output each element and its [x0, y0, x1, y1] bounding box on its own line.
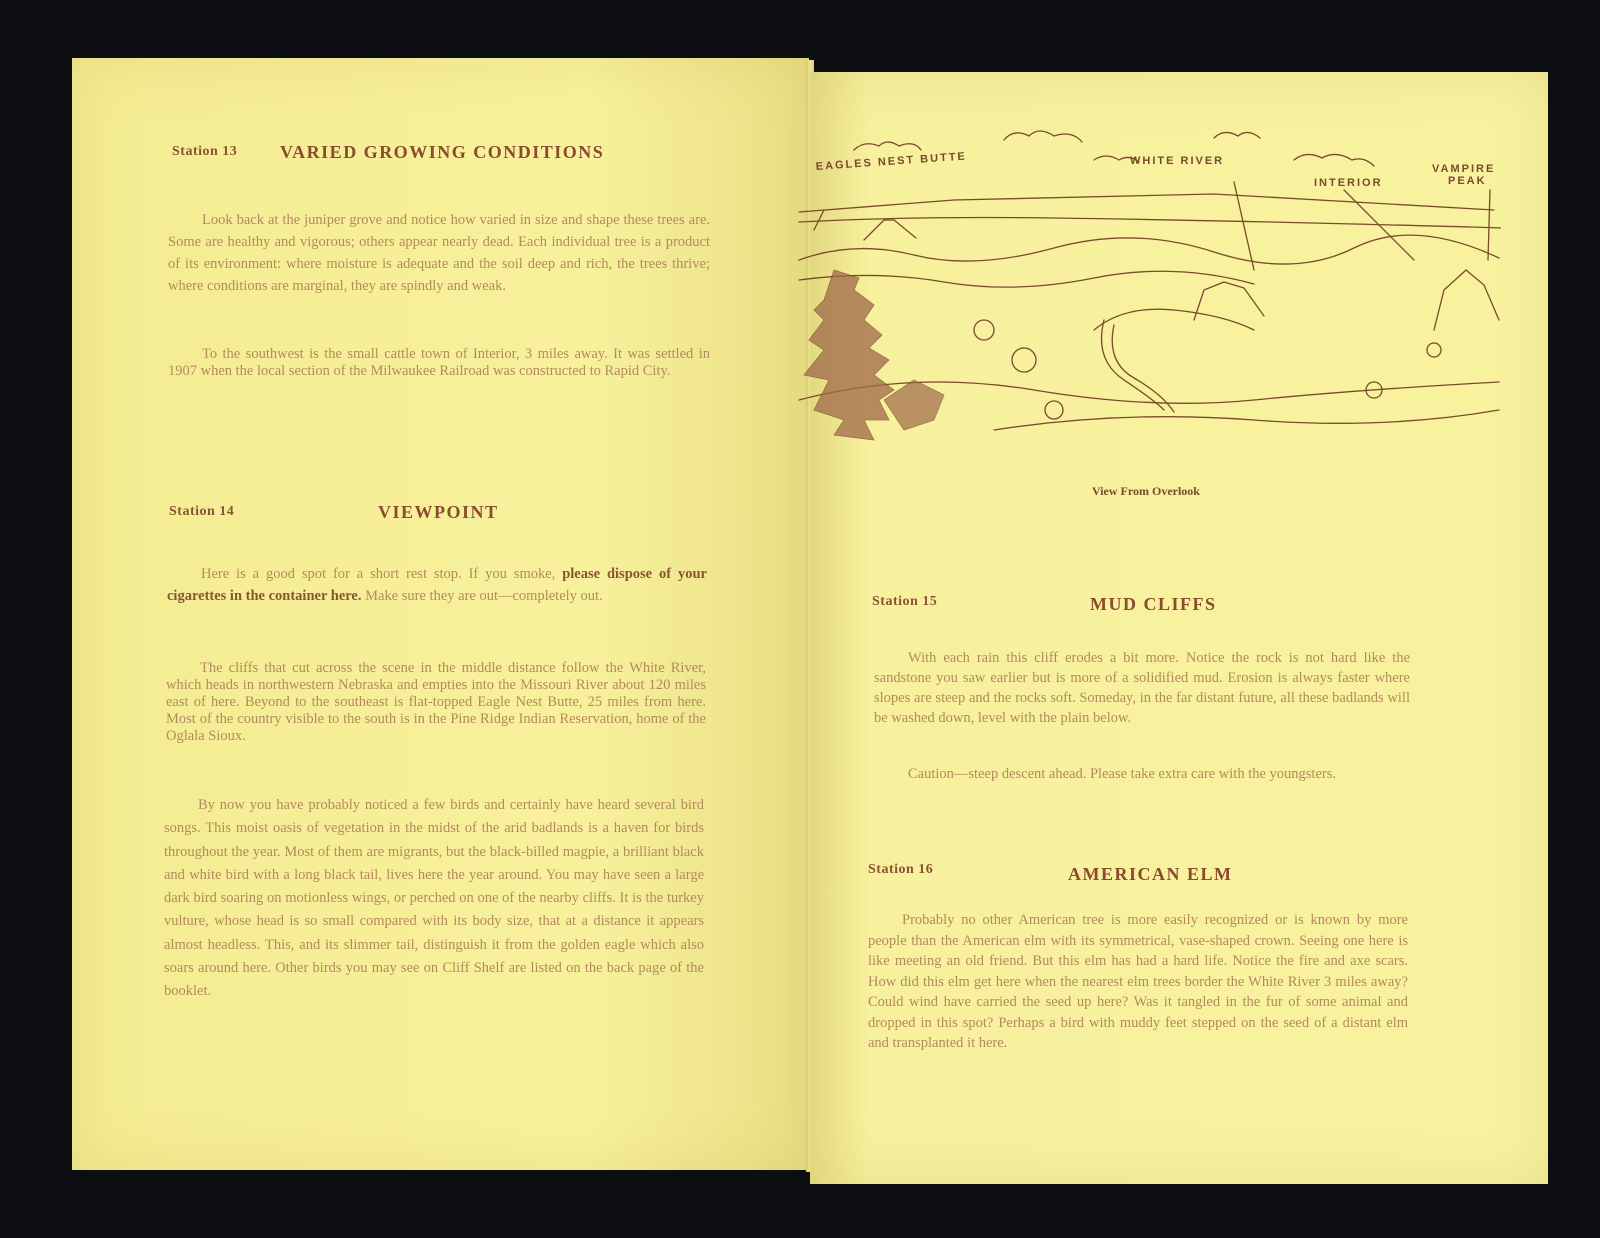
overlook-illustration: [794, 120, 1514, 470]
station-15-label: Station 15: [872, 594, 938, 609]
station-13-label: Station 13: [172, 144, 238, 159]
horizon-line: [799, 194, 1494, 212]
station-16-label: Station 16: [868, 862, 934, 877]
river-line: [1102, 320, 1165, 410]
cloud: [854, 142, 921, 150]
station-14-paragraph-3: By now you have probably noticed a few birds and certainly have heard several bird songs. This moist oasis of vegetation in the midst of the arid badlands is a haven for birds throughout the year. Most of them are migrants, but the black-billed magpie, a brilliant black and white bird with a long black tail, lives here the year around. You may have seen a large dark bird soaring on motionless wings, or perched on one of the nearby cliffs. It is the turkey vulture, whose head is so small compared with its body size, that at a distance it appears almost headless. This, and its slimmer tail, distinguish it from the golden eagle which also soars around here. Other birds you may see on Cliff Shelf are listed on the back page of the booklet.: [164, 797, 704, 1000]
cloud: [1004, 131, 1082, 142]
ridge: [799, 271, 1254, 287]
butte: [1434, 270, 1499, 330]
pointer-line: [1488, 190, 1490, 260]
station-15-title: MUD CLIFFS: [1090, 594, 1217, 614]
station-14-paragraph-2: The cliffs that cut across the scene in the middle distance follow the White River, which heads in northwestern Nebraska and empties into the Missouri River about 120 miles east of here. Beyond to the southeast is flat-topped Eagle Nest Butte, 25 miles from here. Most of the country visible to the south is in the Pine Ridge Indian Reservation, home of the Oglala Sioux.: [166, 660, 706, 744]
shrub: [974, 320, 994, 340]
left-page: [72, 58, 809, 1170]
ground-line: [994, 410, 1499, 430]
juniper-tree: [804, 270, 944, 440]
eagle-nest-butte: [864, 220, 916, 240]
label-interior: INTERIOR: [1314, 177, 1383, 189]
station-14-p1-text-a: Here is a good spot for a short rest stop. If you smoke,: [201, 566, 556, 582]
station-14-paragraph-1: [167, 563, 707, 607]
station-16-paragraph-1: Probably no other American tree is more easily recognized or is known by more people than the American elm with its symmetrical, vase-shaped crown. Seeing one here is like meeting an old friend. But this elm has had a hard life. Notice the fire and axe scars. How did this elm get here when the nearest elm trees border the White River 3 miles away? Could wind have carried the seed up here? Was it tangled in the fur of some animal and dropped in this spot? Perhaps a bird with muddy feet stepped on the seed of a distant elm and transplanted it here.: [868, 912, 1408, 1051]
label-eagles-nest-butte: EAGLES NEST BUTTE: [815, 150, 968, 173]
horizon-line: [799, 218, 1500, 229]
station-15-paragraph-2: Caution—steep descent ahead. Please take extra care with the youngsters.: [908, 766, 1336, 782]
shrub: [1045, 401, 1063, 419]
label-vampire: VAMPIRE: [1432, 163, 1496, 175]
label-peak: PEAK: [1448, 175, 1487, 187]
station-15-paragraph-1: With each rain this cliff erodes a bit more. Notice the rock is not hard like the sandstone you saw earlier but is more of a solidified mud. Erosion is always faster where slopes are steep and the rocks soft. Someday, in the far distant future, all these badlands will be washed down, level with the plain below.: [874, 650, 1410, 726]
butte: [1094, 309, 1254, 330]
station-16-title: AMERICAN ELM: [1068, 864, 1233, 884]
river-line: [1112, 325, 1174, 412]
cloud: [1294, 154, 1374, 166]
station-13-paragraph-2: To the southwest is the small cattle town of Interior, 3 miles away. It was settled in 1907 when the local section of the Milwaukee Railroad was constructed to Rapid City.: [168, 346, 710, 379]
pointer-line: [814, 210, 824, 230]
station-14-label: Station 14: [169, 504, 235, 519]
station-14-p1-text-b: Make sure they are out—completely out.: [365, 588, 603, 604]
right-page: [810, 72, 1548, 1184]
station-13-paragraph-1: Look back at the juniper grove and notice how varied in size and shape these trees are. Some are healthy and vigorous; others appear nearly dead. Each individual tree is a product of its environment: where moisture is adequate and the soil deep and rich, the trees thrive; where conditions are marginal, they are spindly and weak.: [168, 212, 710, 294]
station-13-title: VARIED GROWING CONDITIONS: [280, 142, 605, 162]
station-14-title: VIEWPOINT: [378, 502, 499, 522]
shrub: [1427, 343, 1441, 357]
label-white-river: WHITE RIVER: [1130, 155, 1225, 167]
illustration-caption: View From Overlook: [1092, 484, 1200, 498]
station-14-p1-bold: please dispose of your cigarettes in the container here.: [167, 566, 707, 604]
shrub: [1012, 348, 1036, 372]
cloud: [1214, 132, 1260, 138]
